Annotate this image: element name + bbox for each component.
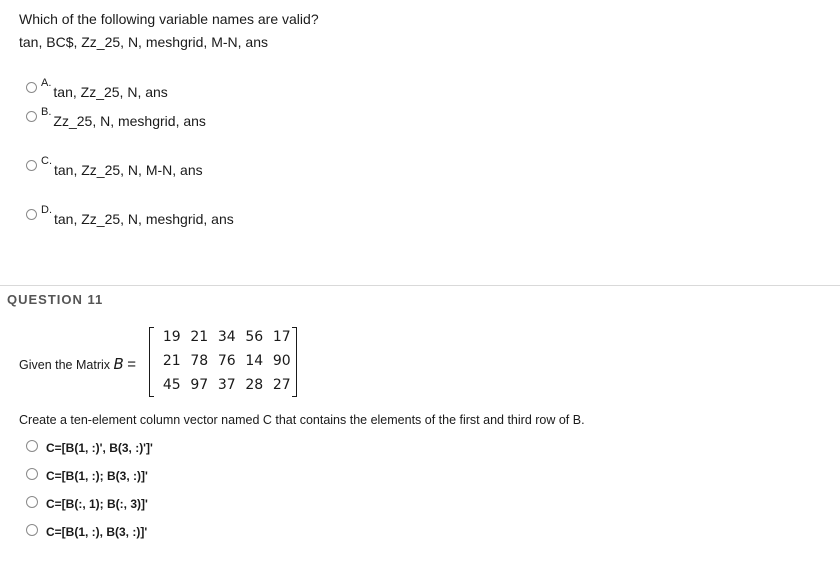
option-text: C=[B(:, 1); B(:, 3)]' [46,497,148,511]
option-b[interactable] [26,106,206,128]
question-instruction: Create a ten-element column vector named C that contains the elements of the first and third row of B. [19,413,585,427]
matrix-cell: 45 [162,377,181,393]
given-prefix: Given the Matrix [19,358,111,372]
matrix-variable: B [113,355,124,373]
option-text: tan, Zz_25, N, meshgrid, ans [54,211,234,227]
q11-option-4[interactable] [26,522,147,542]
given-matrix-label [19,355,136,373]
matrix-row [158,377,296,397]
matrix-row [158,353,296,373]
matrix-cell: 78 [190,353,209,369]
variable-list: tan, BC$, Zz_25, N, meshgrid, M-N, ans [19,34,268,50]
q11-option-1[interactable] [26,438,153,458]
option-a[interactable] [26,77,168,99]
matrix-row [158,329,296,349]
option-letter: C. [41,155,52,167]
radio-button[interactable] [26,468,38,480]
matrix-cell: 97 [190,377,209,393]
option-text: C=[B(1, :)', B(3, :)']' [46,441,153,455]
option-text: C=[B(1, :); B(3, :)]' [46,469,148,483]
option-letter: A. [41,77,52,89]
matrix-cell: 90 [272,353,291,369]
equals-sign: = [127,356,137,373]
radio-button[interactable] [26,440,38,452]
matrix-cell: 76 [217,353,236,369]
q11-option-3[interactable] [26,494,148,514]
radio-button[interactable] [26,209,37,220]
option-d[interactable] [26,204,234,226]
matrix-cell: 56 [245,329,264,345]
radio-button[interactable] [26,160,37,171]
question-prompt: Which of the following variable names are valid? [19,11,319,27]
matrix-cell: 21 [162,353,181,369]
option-c[interactable] [26,155,203,177]
matrix-b [149,327,297,397]
radio-button[interactable] [26,496,38,508]
matrix-left-bracket [149,327,154,397]
option-text: tan, Zz_25, N, ans [53,84,168,100]
option-text: Zz_25, N, meshgrid, ans [53,113,206,129]
option-letter: D. [41,204,52,216]
option-letter: B. [41,106,52,118]
matrix-cell: 21 [190,329,209,345]
matrix-cell: 34 [217,329,236,345]
radio-button[interactable] [26,524,38,536]
matrix-cell: 27 [272,377,291,393]
matrix-cell: 28 [245,377,264,393]
radio-button[interactable] [26,82,37,93]
matrix-cell: 14 [245,353,264,369]
matrix-cell: 17 [272,329,291,345]
question-header: QUESTION 11 [7,292,104,307]
q11-option-2[interactable] [26,466,148,486]
matrix-cell: 37 [217,377,236,393]
radio-button[interactable] [26,111,37,122]
matrix-cell: 19 [162,329,181,345]
section-divider [0,285,840,286]
option-text: C=[B(1, :), B(3, :)]' [46,525,148,539]
option-text: tan, Zz_25, N, M-N, ans [54,162,203,178]
